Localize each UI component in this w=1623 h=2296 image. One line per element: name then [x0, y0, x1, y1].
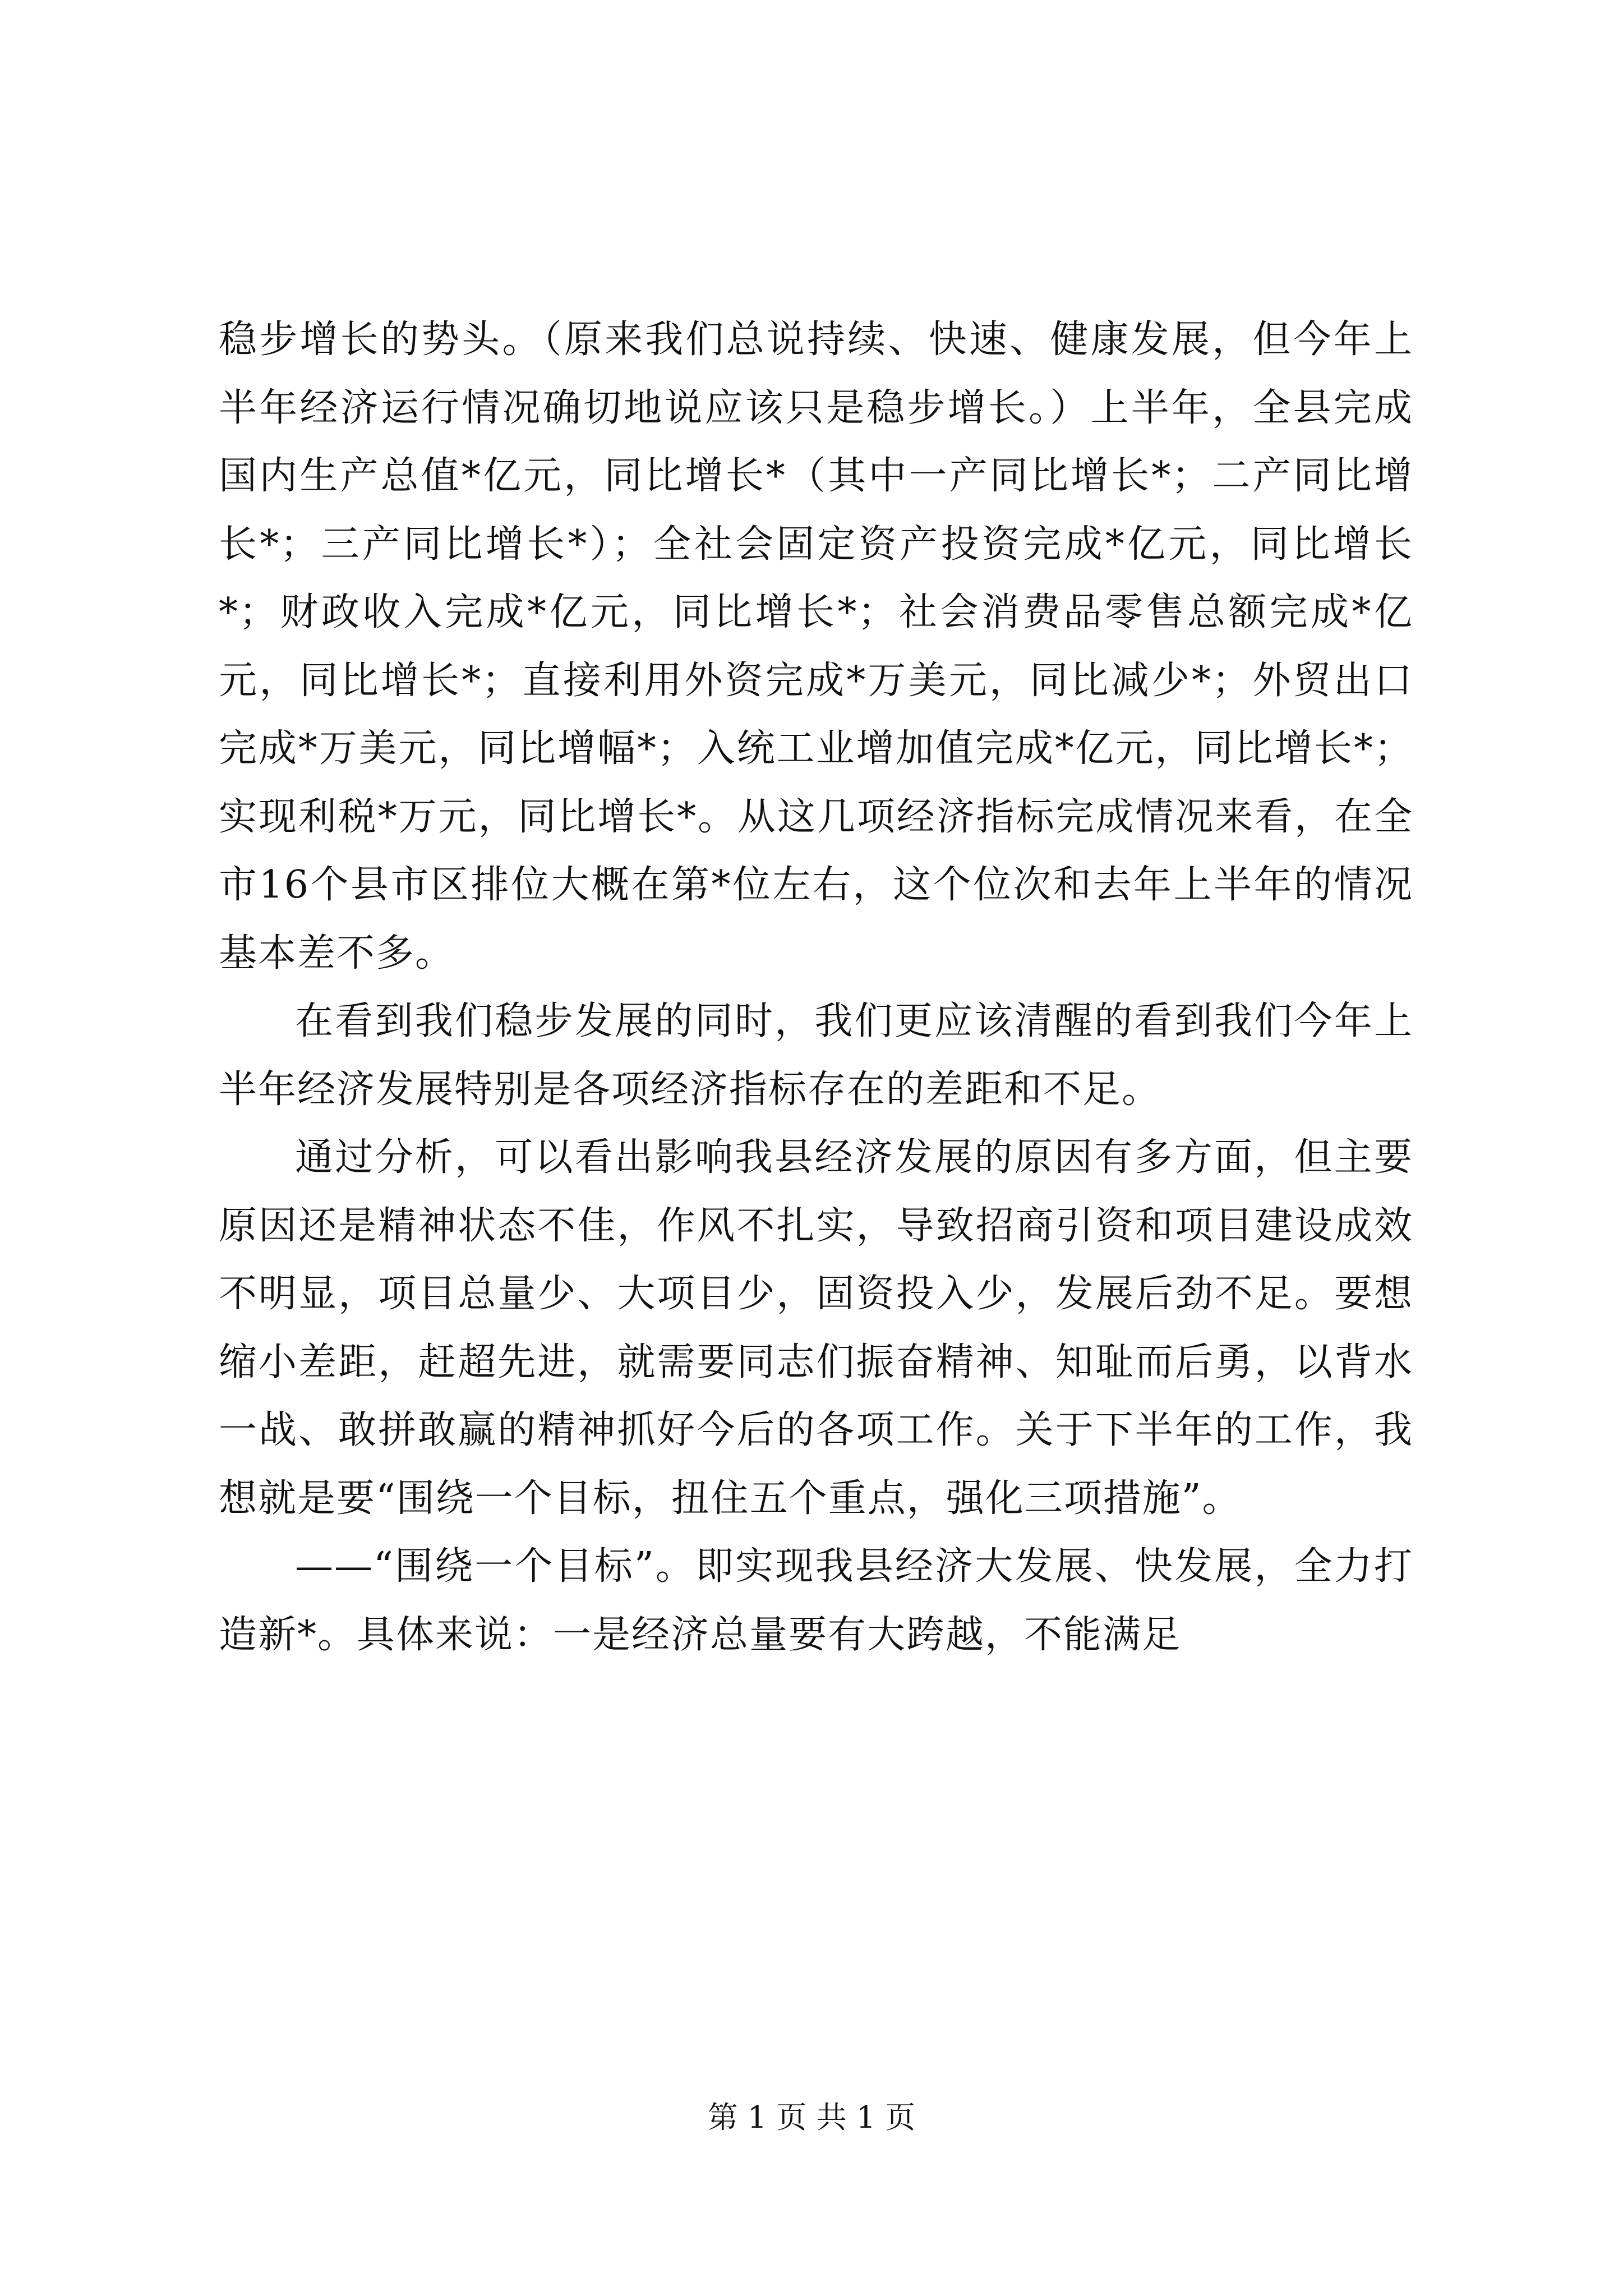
- paragraph-3: 通过分析，可以看出影响我县经济发展的原因有多方面，但主要原因还是精神状态不佳，作风不扎实，导致招商引资和项目建设成效不明显，项目总量少、大项目少，固资投入少，发展后劲不足。要想缩小差距，赶超先进，就需要同志们振奋精神、知耻而后勇，以背水一战、敢拼敢赢的精神抓好今后的各项工作。关于下半年的工作，我想就是要“围绕一个目标，扭住五个重点，强化三项措施”。: [219, 1135, 1413, 1521]
- paragraph-1: 稳步增长的势头。（原来我们总说持续、快速、健康发展，但今年上半年经济运行情况确切地说应该只是稳步增长。）上半年，全县完成国内生产总值*亿元，同比增长*（其中一产同比增长*；二产同比增长*；三产同比增长*）；全社会固定资产投资完成*亿元，同比增长*；财政收入完成*亿元，同比增长*；社会消费品零售总额完成*亿元，同比增长*；直接利用外资完成*万美元，同比减少*；外贸出口完成*万美元，同比增幅*；入统工业增加值完成*亿元，同比增长*；实现利税*万元，同比增长*。从这几项经济指标完成情况来看，在全市16个县市区排位大概在第*位左右，这个位次和去年上半年的情况基本差不多。: [219, 318, 1413, 976]
- page-footer: 第 1 页 共 1 页: [707, 2100, 916, 2135]
- paragraph-4: ——“围绕一个目标”。即实现我县经济大发展、快发展，全力打造新*。具体来说：一是经济总量要有大跨越，不能满足: [219, 1544, 1413, 1657]
- document-body: [219, 306, 1413, 1669]
- paragraph-2: 在看到我们稳步发展的同时，我们更应该清醒的看到我们今年上半年经济发展特别是各项经济指标存在的差距和不足。: [219, 999, 1413, 1112]
